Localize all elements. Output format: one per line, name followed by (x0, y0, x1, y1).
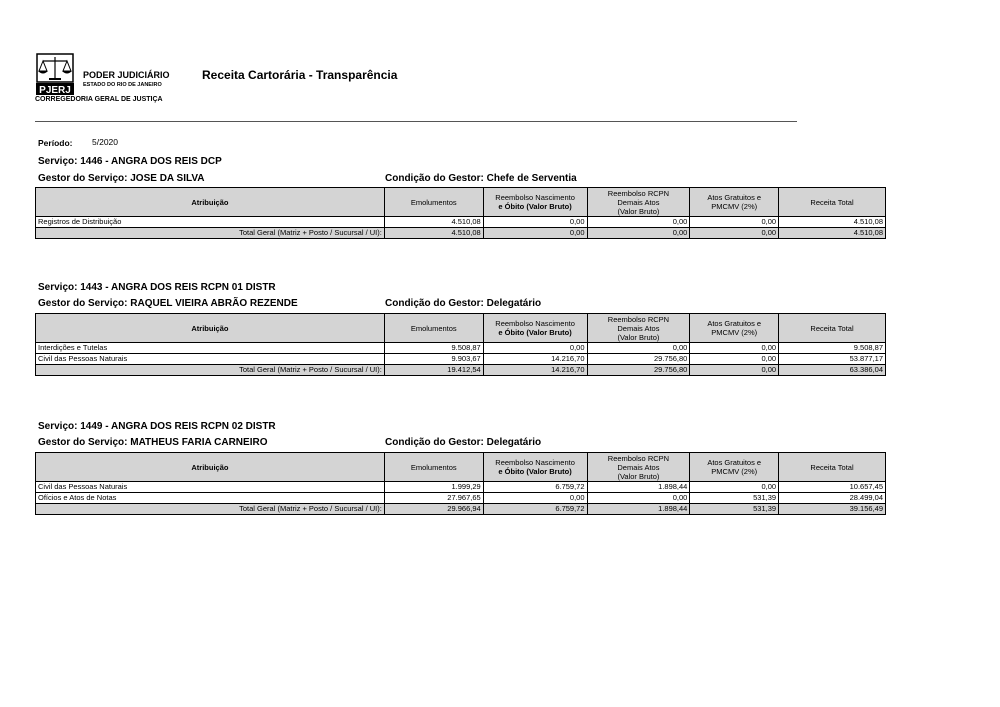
header-divider (35, 121, 797, 122)
cell-atos-gratuitos: 0,00 (690, 482, 779, 493)
total-reembolso-nascimento: 6.759,72 (483, 504, 587, 515)
document-title: Receita Cartorária - Transparência (202, 68, 398, 82)
cell-reembolso-nascimento: 0,00 (483, 217, 587, 228)
table-row (36, 482, 886, 493)
total-atos-gratuitos: 0,00 (690, 365, 779, 376)
col-atribuicao: Atribuição (36, 314, 385, 343)
cell-atribuicao: Interdições e Tutelas (36, 343, 385, 354)
cell-receita-total: 4.510,08 (779, 217, 886, 228)
logo-text: PJERJ (39, 85, 71, 95)
total-reembolso-nascimento: 14.216,70 (483, 365, 587, 376)
cell-emolumentos: 9.508,87 (384, 343, 483, 354)
cell-receita-total: 28.499,04 (779, 493, 886, 504)
cell-receita-total: 9.508,87 (779, 343, 886, 354)
service-title: Serviço: 1446 - ANGRA DOS REIS DCP (38, 156, 222, 167)
total-atos-gratuitos: 0,00 (690, 228, 779, 239)
col-atos-gratuitos: Atos Gratuitos e PMCMV (2%) (690, 188, 779, 217)
col-reembolso-nascimento: Reembolso Nascimento e Óbito (Valor Bruto) (483, 188, 587, 217)
service-condicao: Condição do Gestor: Delegatário (385, 298, 542, 309)
service-table (35, 313, 886, 376)
total-label: Total Geral (Matriz + Posto / Sucursal / UI): (36, 228, 385, 239)
cell-reembolso-rcpn: 0,00 (587, 343, 690, 354)
cell-reembolso-rcpn: 0,00 (587, 217, 690, 228)
total-emolumentos: 19.412,54 (384, 365, 483, 376)
total-emolumentos: 4.510,08 (384, 228, 483, 239)
col-emolumentos: Emolumentos (384, 453, 483, 482)
total-reembolso-nascimento: 0,00 (483, 228, 587, 239)
service-gestor: Gestor do Serviço: RAQUEL VIEIRA ABRÃO REZENDE (38, 298, 298, 309)
total-receita-total: 63.386,04 (779, 365, 886, 376)
table-total-row (36, 365, 886, 376)
col-atribuicao: Atribuição (36, 188, 385, 217)
org-state: ESTADO DO RIO DE JANEIRO (83, 82, 162, 88)
cell-reembolso-nascimento: 0,00 (483, 343, 587, 354)
org-department: CORREGEDORIA GERAL DE JUSTIÇA (35, 96, 163, 103)
table-row (36, 217, 886, 228)
col-atos-gratuitos: Atos Gratuitos e PMCMV (2%) (690, 314, 779, 343)
service-table (35, 187, 886, 239)
cell-atribuicao: Civil das Pessoas Naturais (36, 482, 385, 493)
cell-emolumentos: 4.510,08 (384, 217, 483, 228)
total-receita-total: 39.156,49 (779, 504, 886, 515)
total-emolumentos: 29.966,94 (384, 504, 483, 515)
service-gestor: Gestor do Serviço: JOSE DA SILVA (38, 173, 205, 184)
col-emolumentos: Emolumentos (384, 188, 483, 217)
cell-reembolso-rcpn: 1.898,44 (587, 482, 690, 493)
cell-atribuicao: Civil das Pessoas Naturais (36, 354, 385, 365)
total-atos-gratuitos: 531,39 (690, 504, 779, 515)
service-title: Serviço: 1443 - ANGRA DOS REIS RCPN 01 DISTR (38, 282, 276, 293)
cell-reembolso-rcpn: 29.756,80 (587, 354, 690, 365)
table-row (36, 343, 886, 354)
total-reembolso-rcpn: 29.756,80 (587, 365, 690, 376)
table-header-row (36, 453, 886, 482)
total-label: Total Geral (Matriz + Posto / Sucursal / UI): (36, 504, 385, 515)
table-total-row (36, 504, 886, 515)
cell-atos-gratuitos: 0,00 (690, 217, 779, 228)
cell-receita-total: 53.877,17 (779, 354, 886, 365)
service-condicao: Condição do Gestor: Delegatário (385, 437, 542, 448)
service-table (35, 452, 886, 515)
cell-reembolso-nascimento: 0,00 (483, 493, 587, 504)
col-atribuicao: Atribuição (36, 453, 385, 482)
periodo-label: Período: (38, 138, 73, 148)
pjerj-logo (36, 53, 74, 95)
cell-reembolso-nascimento: 6.759,72 (483, 482, 587, 493)
table-row (36, 493, 886, 504)
table-row (36, 354, 886, 365)
org-name: PODER JUDICIÁRIO (83, 70, 170, 80)
col-receita-total: Receita Total (779, 314, 886, 343)
cell-atribuicao: Registros de Distribuição (36, 217, 385, 228)
service-condicao: Condição do Gestor: Chefe de Serventia (385, 173, 577, 184)
col-reembolso-rcpn: Reembolso RCPN Demais Atos (Valor Bruto) (587, 314, 690, 343)
total-label: Total Geral (Matriz + Posto / Sucursal / UI): (36, 365, 385, 376)
cell-emolumentos: 27.967,65 (384, 493, 483, 504)
cell-emolumentos: 1.999,29 (384, 482, 483, 493)
col-reembolso-nascimento: Reembolso Nascimento e Óbito (Valor Bruto) (483, 314, 587, 343)
total-reembolso-rcpn: 0,00 (587, 228, 690, 239)
cell-atos-gratuitos: 531,39 (690, 493, 779, 504)
cell-atos-gratuitos: 0,00 (690, 343, 779, 354)
service-title: Serviço: 1449 - ANGRA DOS REIS RCPN 02 DISTR (38, 421, 276, 432)
col-receita-total: Receita Total (779, 453, 886, 482)
col-atos-gratuitos: Atos Gratuitos e PMCMV (2%) (690, 453, 779, 482)
table-total-row (36, 228, 886, 239)
cell-emolumentos: 9.903,67 (384, 354, 483, 365)
table-header-row (36, 188, 886, 217)
total-reembolso-rcpn: 1.898,44 (587, 504, 690, 515)
cell-reembolso-nascimento: 14.216,70 (483, 354, 587, 365)
cell-receita-total: 10.657,45 (779, 482, 886, 493)
total-receita-total: 4.510,08 (779, 228, 886, 239)
col-reembolso-rcpn: Reembolso RCPN Demais Atos (Valor Bruto) (587, 188, 690, 217)
col-reembolso-nascimento: Reembolso Nascimento e Óbito (Valor Bruto) (483, 453, 587, 482)
col-emolumentos: Emolumentos (384, 314, 483, 343)
table-header-row (36, 314, 886, 343)
cell-atribuicao: Ofícios e Atos de Notas (36, 493, 385, 504)
cell-atos-gratuitos: 0,00 (690, 354, 779, 365)
col-reembolso-rcpn: Reembolso RCPN Demais Atos (Valor Bruto) (587, 453, 690, 482)
periodo-value: 5/2020 (92, 137, 118, 147)
cell-reembolso-rcpn: 0,00 (587, 493, 690, 504)
service-gestor: Gestor do Serviço: MATHEUS FARIA CARNEIRO (38, 437, 268, 448)
col-receita-total: Receita Total (779, 188, 886, 217)
